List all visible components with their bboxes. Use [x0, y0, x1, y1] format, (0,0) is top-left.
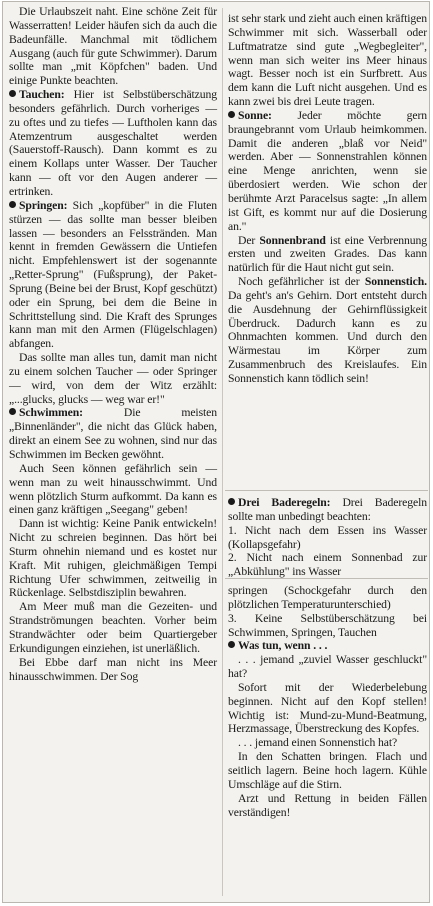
rule-item: 3. Keine Selbstüberschätzung bei Schwimmen, Springen, Tauchen: [228, 611, 427, 639]
body-paragraph: Das sollte man alles tun, damit man nicht zu einem solchen Taucher — oder Springer — wird, von dem der Witz erzählt: „...glucks, glucks — weg war er!": [9, 351, 217, 406]
sonnenstich-paragraph: Noch gefährlicher ist der Sonnenstich. Da geht's an's Gehirn. Dort entsteht durch die Ausdehnung der Gehirnflüssigkeit Überdruck. Dadurch kann es zu Ohnmachten kommen. Und durch den Wärmestau im Körper zum Zusammenbruch des Kreislaufes. Ein Sonnenstich kann tödlich sein!: [228, 275, 427, 385]
sonnenbrand-paragraph: Der Sonnenbrand ist eine Verbrennung ersten und zweiten Grades. Das kann natürlich für die Haut nicht gut sein.: [228, 233, 428, 275]
bullet-icon: [9, 90, 16, 97]
body-paragraph: Bei Ebbe darf man nicht ins Meer hinausschwimmen. Der Sog: [9, 655, 217, 683]
intro-paragraph: Die Urlaubszeit naht. Eine schöne Zeit für Wasserratten! Leider häufen sich da auch die Badeunfälle. Manchmal mit tödlichem Ausgang (auch für gute Schwimmer). Darum sollte man „mit Köpfchen" baden. Und einige Punkte beachten.: [9, 5, 217, 88]
rule-item: 1. Nicht nach dem Essen ins Wasser (Kollapsgefahr): [228, 523, 427, 551]
bullet-icon: [9, 408, 16, 415]
body-paragraph: Am Meer muß man die Gezeiten- und Strandströmungen beachten. Vorher beim Strandwächter oder beim Quartiergeber Erkundigungen einziehen, ist unerläßlich.: [9, 600, 217, 655]
sonne-paragraph: Sonne: Jeder möchte gern braungebrannt vom Urlaub heimkommen. Damit die anderen „blaß vor Neid" werden. Aber — Sonnenstrahlen können eine Menge anrichten, wenn sie überdosiert werden. Wie schon der berühmte Arzt Paracelsus sagte: „In allem ist Gift, es kommt nur auf die Dosierung an.": [228, 108, 427, 233]
body-paragraph: Auch Seen können gefährlich sein — wenn man zu weit hinausschwimmt. Und wenn plötzlich Sturm aufkommt. Da kann es einen ganz kräftigen „Seegang" geben!: [9, 461, 217, 517]
right-column-middle: [228, 496, 427, 579]
springen-paragraph: Springen: Sich „kopfüber" in die Fluten stürzen — das sollte man besser bleiben lassen — besonders an Felsstränden. Man kennt in fremden Gewässern die Untiefen nicht. Empfehlenswert ist der sogenannte „Retter-Sprung" (Fußsprung), der Paket-Sprung (Beine bei der Brust, Kopf geschützt) oder ein Sprung, bei dem die Beine in Schrittstellung sind. Die Kraft des Sprunges kann man mit den Armen (Flügelschlagen) abfangen.: [9, 198, 217, 351]
bullet-icon: [228, 498, 235, 505]
bullet-icon: [228, 641, 235, 648]
right-column-top: [228, 12, 427, 386]
schwimmen-paragraph: Schwimmen: Die meisten „Binnenländer", die nicht das Glück haben, direkt an einem See zu wohnen, sind nur das Schwimmen im Becken gewöhnt.: [9, 406, 217, 461]
rule-item: 2. Nicht nach einem Sonnenbad zur „Abkühlung" ins Wasser: [228, 551, 427, 579]
body-paragraph: Dann ist wichtig: Keine Panik entwickeln! Nicht zu schreien beginnen. Das hört bei Sturm ohnehin niemand und es kostet nur Kraft. Mit ruhigen, gleichmäßigen Tempi Richtung Ufer schwimmen, zeitweilig in Rückenlage. Selbstdisziplin bewahren.: [9, 517, 217, 600]
body-paragraph: Arzt und Rettung in beiden Fällen verständigen!: [228, 791, 427, 819]
bullet-icon: [228, 111, 235, 118]
body-paragraph: In den Schatten bringen. Flach und seitlich lagern. Beine hoch lagern. Kühle Umschläge auf die Stirn.: [228, 750, 427, 791]
question-line: . . . jemand einen Sonnenstich hat?: [238, 736, 398, 750]
was-tun-heading: Was tun, wenn . . .: [228, 639, 427, 653]
tauchen-paragraph: Tauchen: Hier ist Selbstüberschätzung besonders gefährlich. Durch vorheriges — zu oftes und zu tiefes — Luftholen kann das Atemzentrum ausgeschaltet werden (Sauerstoff-Rausch). Dann kommt es zu einem Kollaps unter Wasser. Der Taucher kann — oft vor den Augen anderer — ertrinken.: [9, 88, 217, 198]
body-paragraph: ist sehr stark und zieht auch einen kräftigen Schwimmer mit sich. Wasserball oder Luftmatratze sind gute „Wegbegleiter", wenn man sich weiter ins Meer hinaus wagt. Besser noch ist ein Surfbrett. Aus dem kann die Luft nicht ausgehen. Und es kann zwei bis drei Leute tragen.: [228, 12, 427, 109]
body-paragraph: Sofort mit der Wiederbelebung beginnen. Nicht auf den Kopf stellen! Wichtig ist: Mund-zu-Mund-Beatmung, Herzmassage, Überstreckung des Kopfes.: [228, 680, 427, 736]
question-line: . . . jemand „zuviel Wasser geschluckt" hat?: [228, 653, 427, 681]
left-column: [9, 5, 217, 683]
column-divider: [222, 8, 223, 896]
right-column-bottom: [228, 584, 427, 819]
bullet-icon: [9, 201, 16, 208]
section-divider: [225, 490, 428, 491]
newspaper-clipping: [2, 1, 430, 903]
rule-item-continued: springen (Schockgefahr durch den plötzlichen Temperaturunterschied): [228, 584, 427, 611]
baderegeln-paragraph: Drei Baderegeln: Drei Baderegeln sollte man unbedingt beachten:: [228, 496, 427, 523]
